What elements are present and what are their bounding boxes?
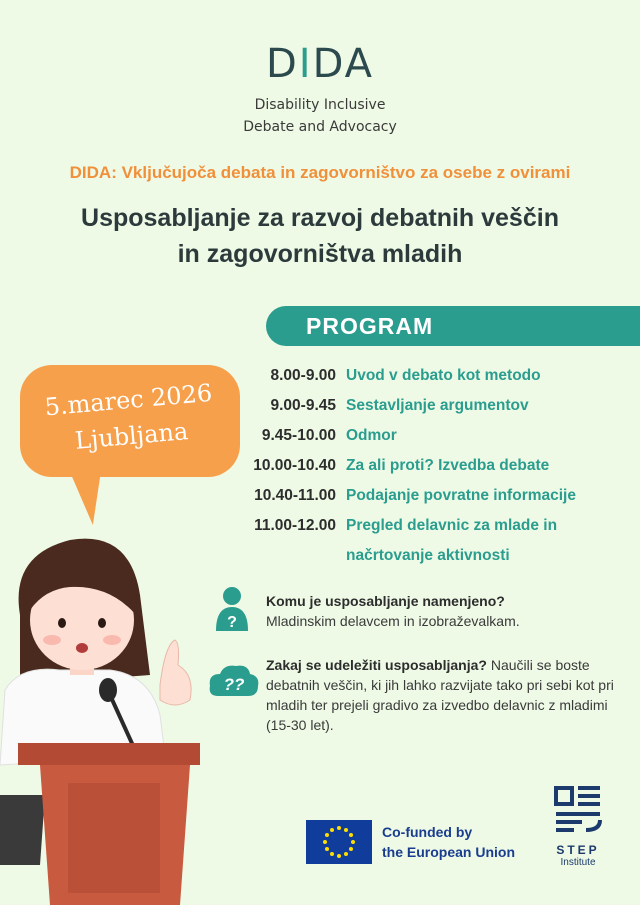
page-title: Usposabljanje za razvoj debatnih veščin in zagovorništva mladih (81, 204, 559, 268)
schedule-row: 10.00-10.40 Za ali proti? Izvedba debate (253, 457, 550, 474)
why-question: Zakaj se udeležiti usposabljanja? (266, 657, 487, 673)
schedule-row: 10.40-11.00 Podajanje povratne informacije (254, 487, 576, 504)
eu-funding-text: Co-funded by the European Union (382, 824, 515, 860)
logo-subtitle: Disability Inclusive Debate and Advocacy (243, 97, 397, 135)
dida-logo (0, 40, 640, 138)
schedule-row: 9.00-9.45 Sestavljanje argumentov (270, 397, 529, 414)
person-question-icon (214, 585, 250, 633)
why-answer: Naučili se boste debatnih veščin, ki jih lahko razvijate tako pri sebi kot pri mladih ter prejeli gradivo za izvedbo delavnic z mladimi (15-30 let). (266, 657, 614, 733)
logo-title: DIDA (265, 41, 375, 87)
program-heading: PROGRAM (306, 313, 434, 339)
step-logo-icon (552, 784, 604, 836)
program-banner (266, 306, 640, 346)
program-schedule (232, 361, 632, 571)
event-city: Ljubljana (73, 417, 190, 455)
step-name: STEP (556, 843, 600, 857)
who-question: Komu je usposabljanje namenjeno? (266, 593, 505, 609)
project-subtitle: DIDA: Vključujoča debata in zagovorništvo za osebe z ovirami (69, 163, 571, 182)
step-subtitle: Institute (560, 857, 596, 868)
reasons-info (266, 655, 616, 735)
svg-text:?: ? (227, 614, 237, 631)
schedule-row: načrtovanje aktivnosti (346, 547, 510, 564)
target-audience-info (266, 591, 616, 631)
schedule-row: 9.45-10.00 Odmor (261, 427, 397, 444)
who-answer: Mladinskim delavcem in izobraževalkam. (266, 613, 520, 629)
schedule-row: 8.00-9.00 Uvod v debato kot metodo (270, 367, 541, 384)
question-cloud-icon (208, 662, 260, 702)
step-institute-logo (548, 784, 608, 868)
speaker-illustration (0, 515, 210, 905)
event-date: 5.marec 2026 (43, 378, 214, 422)
schedule-row: 11.00-12.00 Pregled delavnic za mlade in (254, 517, 558, 534)
svg-text:??: ?? (223, 675, 245, 694)
eu-flag-icon (306, 820, 372, 864)
